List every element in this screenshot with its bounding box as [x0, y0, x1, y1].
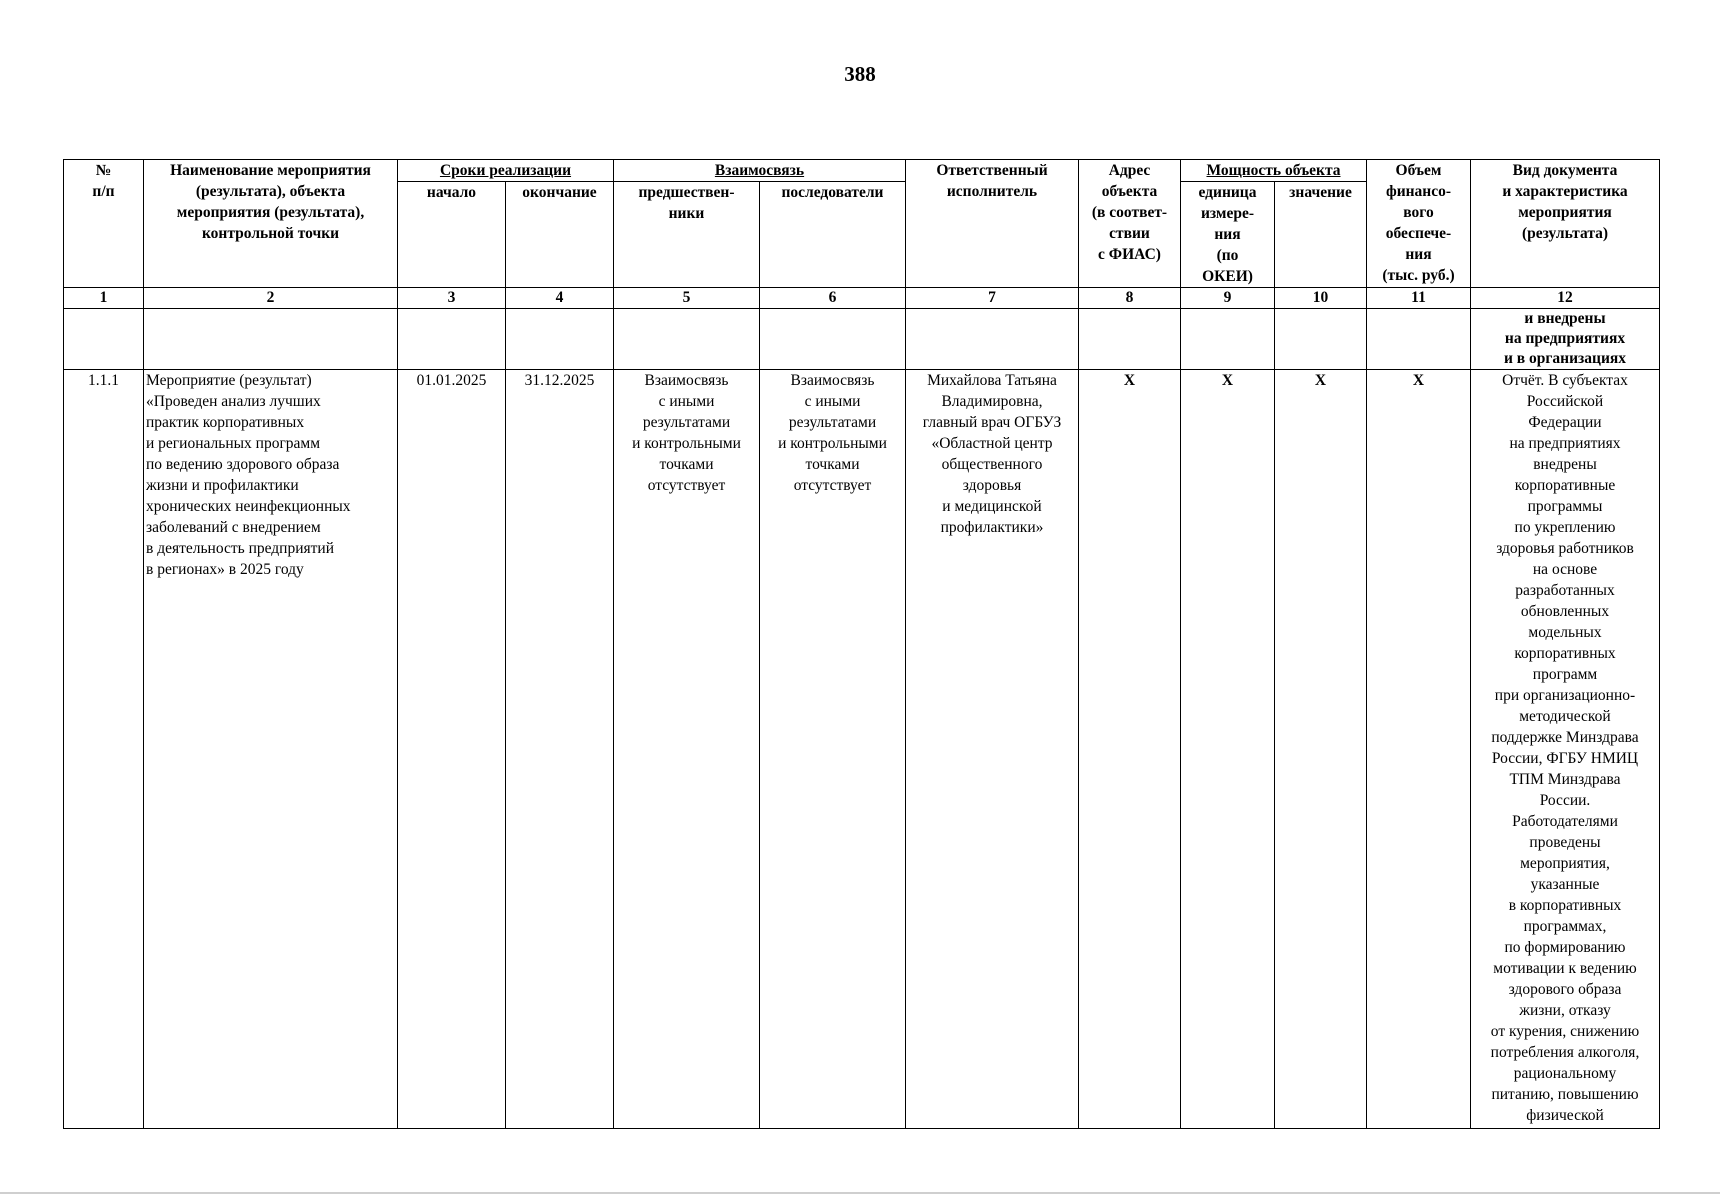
column-number: 10 [1275, 288, 1367, 309]
column-number-row [64, 288, 1660, 309]
measures-table [63, 159, 1660, 1129]
header-unit: единица измере- ния (по ОКЕИ) [1181, 182, 1275, 288]
header-start: начало [398, 182, 506, 288]
end-date: 31.12.2025 [506, 370, 614, 1129]
header-name: Наименование мероприятия (результата), объекта мероприятия (результата), контрольной точки [144, 160, 398, 288]
measure-name: Мероприятие (результат) «Проведен анализ лучших практик корпоративных и региональных программ по ведению здорового образа жизни и профилактики хронических неинфекционных заболеваний с внедрением в деятельность предприятий в регионах» в 2025 году [144, 370, 398, 1129]
header-end: окончание [506, 182, 614, 288]
responsible-cell: Михайлова Татьяна Владимировна, главный врач ОГБУЗ «Областной центр общественного здоровья и медицинской профилактики» [906, 370, 1079, 1129]
column-number: 12 [1471, 288, 1660, 309]
header-num: № п/п [64, 160, 144, 288]
table-row [64, 370, 1660, 1129]
unit-cell: X [1181, 370, 1275, 1129]
scan-edge-line [0, 1192, 1720, 1194]
predecessors-cell: Взаимосвязь с иными результатами и контрольными точками отсутствует [614, 370, 760, 1129]
value-cell: X [1275, 370, 1367, 1129]
column-number: 5 [614, 288, 760, 309]
column-number: 4 [506, 288, 614, 309]
page-number: 388 [844, 62, 876, 86]
header-document: Вид документа и характеристика мероприятия (результата) [1471, 160, 1660, 288]
successors-cell: Взаимосвязь с иными результатами и контрольными точками отсутствует [760, 370, 906, 1129]
header-funding: Объем финансо- вого обеспече- ния (тыс. руб.) [1367, 160, 1471, 288]
column-number: 8 [1079, 288, 1181, 309]
column-number: 6 [760, 288, 906, 309]
header-address: Адрес объекта (в соответ- ствии с ФИАС) [1079, 160, 1181, 288]
column-number: 3 [398, 288, 506, 309]
document-cell: Отчёт. В субъектах Российской Федерации на предприятиях внедрены корпоративные программы по укреплению здоровья работников на основе разработанных обновленных модельных корпоративных программ при организационно- методической поддержке Минздрава России, ФГБУ НМИЦ ТПМ Минздрава России. Работодателями проведены мероприятия, указанные в корпоративных программах, по формированию мотивации к ведению здорового образа жизни, отказу от курения, снижению потребления алкоголя, рациональному питанию, повышению физической [1471, 370, 1660, 1129]
column-number: 2 [144, 288, 398, 309]
continuation-document-cell: и внедрены на предприятиях и в организациях [1471, 309, 1660, 370]
column-number: 1 [64, 288, 144, 309]
row-number: 1.1.1 [64, 370, 144, 1129]
column-number: 11 [1367, 288, 1471, 309]
header-row-1 [64, 160, 1660, 182]
header-sroki: Сроки реализации [398, 160, 614, 182]
header-successors: последователи [760, 182, 906, 288]
continuation-row [64, 309, 1660, 370]
header-vzaimosvyaz: Взаимосвязь [614, 160, 906, 182]
address-cell: X [1079, 370, 1181, 1129]
column-number: 7 [906, 288, 1079, 309]
header-responsible: Ответственный исполнитель [906, 160, 1079, 288]
header-predecessors: предшествен- ники [614, 182, 760, 288]
start-date: 01.01.2025 [398, 370, 506, 1129]
header-value: значение [1275, 182, 1367, 288]
column-number: 9 [1181, 288, 1275, 309]
header-capacity: Мощность объекта [1181, 160, 1367, 182]
funding-cell: X [1367, 370, 1471, 1129]
